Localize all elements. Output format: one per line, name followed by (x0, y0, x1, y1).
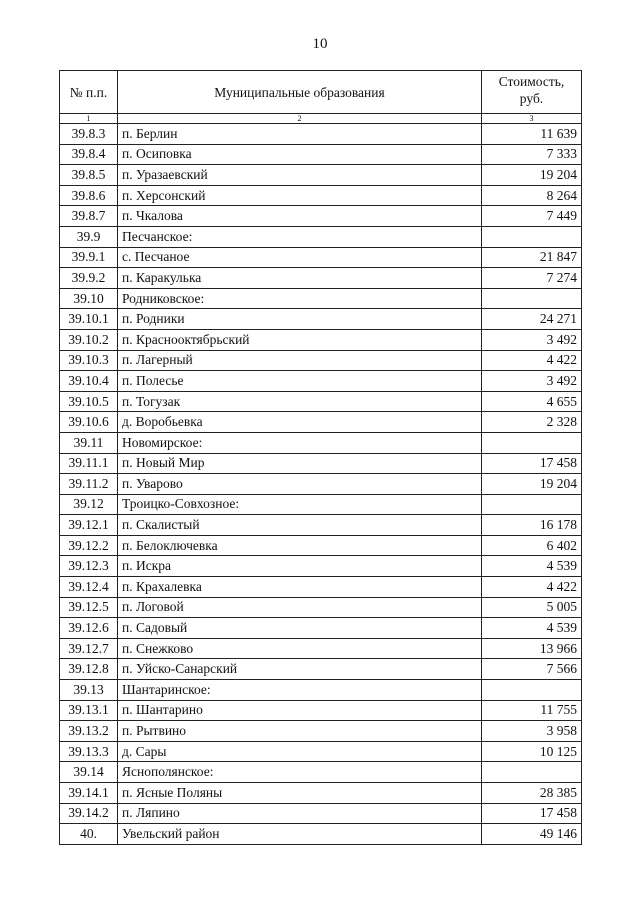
table-row (60, 659, 582, 680)
page-number: 10 (312, 36, 328, 52)
row-name: п. Садовый (118, 618, 482, 639)
row-name: Троицко-Совхозное: (118, 494, 482, 515)
column-number: 2 (118, 114, 482, 124)
row-number: 39.13.2 (60, 721, 118, 742)
table-row (60, 329, 582, 350)
row-cost: 8 264 (482, 185, 582, 206)
row-name: п. Снежково (118, 638, 482, 659)
table-row (60, 721, 582, 742)
table-row (60, 144, 582, 165)
row-number: 39.12.2 (60, 535, 118, 556)
row-name: п. Шантарино (118, 700, 482, 721)
row-cost (482, 494, 582, 515)
table-row (60, 412, 582, 433)
row-number: 39.13 (60, 680, 118, 701)
table-row (60, 350, 582, 371)
row-number: 39.10.4 (60, 371, 118, 392)
row-number: 39.12.5 (60, 597, 118, 618)
table-row (60, 597, 582, 618)
row-number: 39.12.1 (60, 515, 118, 536)
column-numbers-row (60, 114, 582, 124)
row-number: 39.12.6 (60, 618, 118, 639)
row-cost: 11 639 (482, 124, 582, 145)
row-name: п. Каракулька (118, 268, 482, 289)
row-number: 39.11.2 (60, 474, 118, 495)
row-cost (482, 680, 582, 701)
row-name: п. Скалистый (118, 515, 482, 536)
table-row (60, 124, 582, 145)
table-row (60, 515, 582, 536)
row-cost: 4 539 (482, 618, 582, 639)
row-name: п. Лагерный (118, 350, 482, 371)
row-cost (482, 432, 582, 453)
table-row (60, 391, 582, 412)
row-name: п. Чкалова (118, 206, 482, 227)
row-number: 39.10.5 (60, 391, 118, 412)
row-cost: 10 125 (482, 741, 582, 762)
table-row (60, 556, 582, 577)
row-number: 39.12 (60, 494, 118, 515)
row-number: 40. (60, 824, 118, 845)
row-cost: 21 847 (482, 247, 582, 268)
row-number: 39.12.3 (60, 556, 118, 577)
row-name: Новомирское: (118, 432, 482, 453)
cost-table (59, 70, 582, 845)
table-row (60, 474, 582, 495)
row-cost: 49 146 (482, 824, 582, 845)
row-number: 39.8.4 (60, 144, 118, 165)
column-number: 1 (60, 114, 118, 124)
header-cost-line1: Стоимость, (498, 74, 565, 89)
row-number: 39.14 (60, 762, 118, 783)
row-name: Увельский район (118, 824, 482, 845)
table-row (60, 803, 582, 824)
row-number: 39.14.1 (60, 783, 118, 804)
table-row (60, 309, 582, 330)
row-name: п. Родники (118, 309, 482, 330)
row-number: 39.8.7 (60, 206, 118, 227)
row-name: п. Херсонский (118, 185, 482, 206)
header-num: № п.п. (60, 71, 118, 114)
row-name: Песчанское: (118, 226, 482, 247)
table-row (60, 535, 582, 556)
row-name: п. Крахалевка (118, 577, 482, 598)
row-number: 39.12.7 (60, 638, 118, 659)
row-name: Родниковское: (118, 288, 482, 309)
row-number: 39.8.3 (60, 124, 118, 145)
row-name: п. Рытвино (118, 721, 482, 742)
row-name: п. Искра (118, 556, 482, 577)
table-row (60, 494, 582, 515)
row-cost: 7 449 (482, 206, 582, 227)
row-number: 39.8.6 (60, 185, 118, 206)
row-cost: 13 966 (482, 638, 582, 659)
row-number: 39.12.4 (60, 577, 118, 598)
row-cost: 3 492 (482, 329, 582, 350)
row-cost: 17 458 (482, 453, 582, 474)
row-number: 39.11 (60, 432, 118, 453)
row-name: п. Полесье (118, 371, 482, 392)
row-cost: 7 333 (482, 144, 582, 165)
row-number: 39.9.1 (60, 247, 118, 268)
row-cost (482, 226, 582, 247)
row-cost: 6 402 (482, 535, 582, 556)
column-number: 3 (482, 114, 582, 124)
row-number: 39.10.3 (60, 350, 118, 371)
row-name: п. Берлин (118, 124, 482, 145)
table-row (60, 741, 582, 762)
table-row (60, 680, 582, 701)
row-cost: 3 958 (482, 721, 582, 742)
table-row (60, 783, 582, 804)
row-cost: 16 178 (482, 515, 582, 536)
row-number: 39.13.3 (60, 741, 118, 762)
row-cost: 28 385 (482, 783, 582, 804)
row-name: п. Белоключевка (118, 535, 482, 556)
row-number: 39.9 (60, 226, 118, 247)
header-cost-line2: руб. (519, 91, 544, 106)
table-row (60, 268, 582, 289)
row-cost: 4 539 (482, 556, 582, 577)
header-cost (482, 71, 582, 114)
table-row (60, 638, 582, 659)
table-row (60, 247, 582, 268)
table-row (60, 762, 582, 783)
table-row (60, 226, 582, 247)
row-cost: 7 566 (482, 659, 582, 680)
row-name: п. Тогузак (118, 391, 482, 412)
table-row (60, 185, 582, 206)
row-name: с. Песчаное (118, 247, 482, 268)
row-name: п. Логовой (118, 597, 482, 618)
row-cost: 17 458 (482, 803, 582, 824)
row-cost: 19 204 (482, 165, 582, 186)
row-number: 39.12.8 (60, 659, 118, 680)
row-number: 39.10.2 (60, 329, 118, 350)
row-cost: 4 655 (482, 391, 582, 412)
row-cost: 7 274 (482, 268, 582, 289)
row-cost: 11 755 (482, 700, 582, 721)
table-body (60, 124, 582, 845)
row-number: 39.11.1 (60, 453, 118, 474)
row-cost: 4 422 (482, 577, 582, 598)
row-name: Яснополянское: (118, 762, 482, 783)
row-name: п. Уразаевский (118, 165, 482, 186)
row-name: д. Воробьевка (118, 412, 482, 433)
table-row (60, 165, 582, 186)
table-row (60, 432, 582, 453)
row-number: 39.14.2 (60, 803, 118, 824)
row-name: п. Ясные Поляны (118, 783, 482, 804)
row-name: д. Сары (118, 741, 482, 762)
row-name: п. Новый Мир (118, 453, 482, 474)
row-number: 39.13.1 (60, 700, 118, 721)
row-cost: 3 492 (482, 371, 582, 392)
table-row (60, 453, 582, 474)
row-number: 39.10.6 (60, 412, 118, 433)
row-name: п. Краснооктябрьский (118, 329, 482, 350)
row-cost: 19 204 (482, 474, 582, 495)
table-row (60, 618, 582, 639)
table-row (60, 206, 582, 227)
row-name: п. Ляпино (118, 803, 482, 824)
row-number: 39.8.5 (60, 165, 118, 186)
header-name: Муниципальные образования (118, 71, 482, 114)
row-name: п. Уварово (118, 474, 482, 495)
table-row (60, 700, 582, 721)
table-row (60, 577, 582, 598)
table-row (60, 288, 582, 309)
row-number: 39.10.1 (60, 309, 118, 330)
row-name: п. Осиповка (118, 144, 482, 165)
row-cost: 24 271 (482, 309, 582, 330)
row-name: Шантаринское: (118, 680, 482, 701)
row-number: 39.9.2 (60, 268, 118, 289)
row-cost: 4 422 (482, 350, 582, 371)
table-row (60, 824, 582, 845)
row-cost (482, 762, 582, 783)
row-number: 39.10 (60, 288, 118, 309)
table-header-row (60, 71, 582, 114)
row-name: п. Уйско-Санарский (118, 659, 482, 680)
row-cost: 5 005 (482, 597, 582, 618)
row-cost: 2 328 (482, 412, 582, 433)
row-cost (482, 288, 582, 309)
table-row (60, 371, 582, 392)
